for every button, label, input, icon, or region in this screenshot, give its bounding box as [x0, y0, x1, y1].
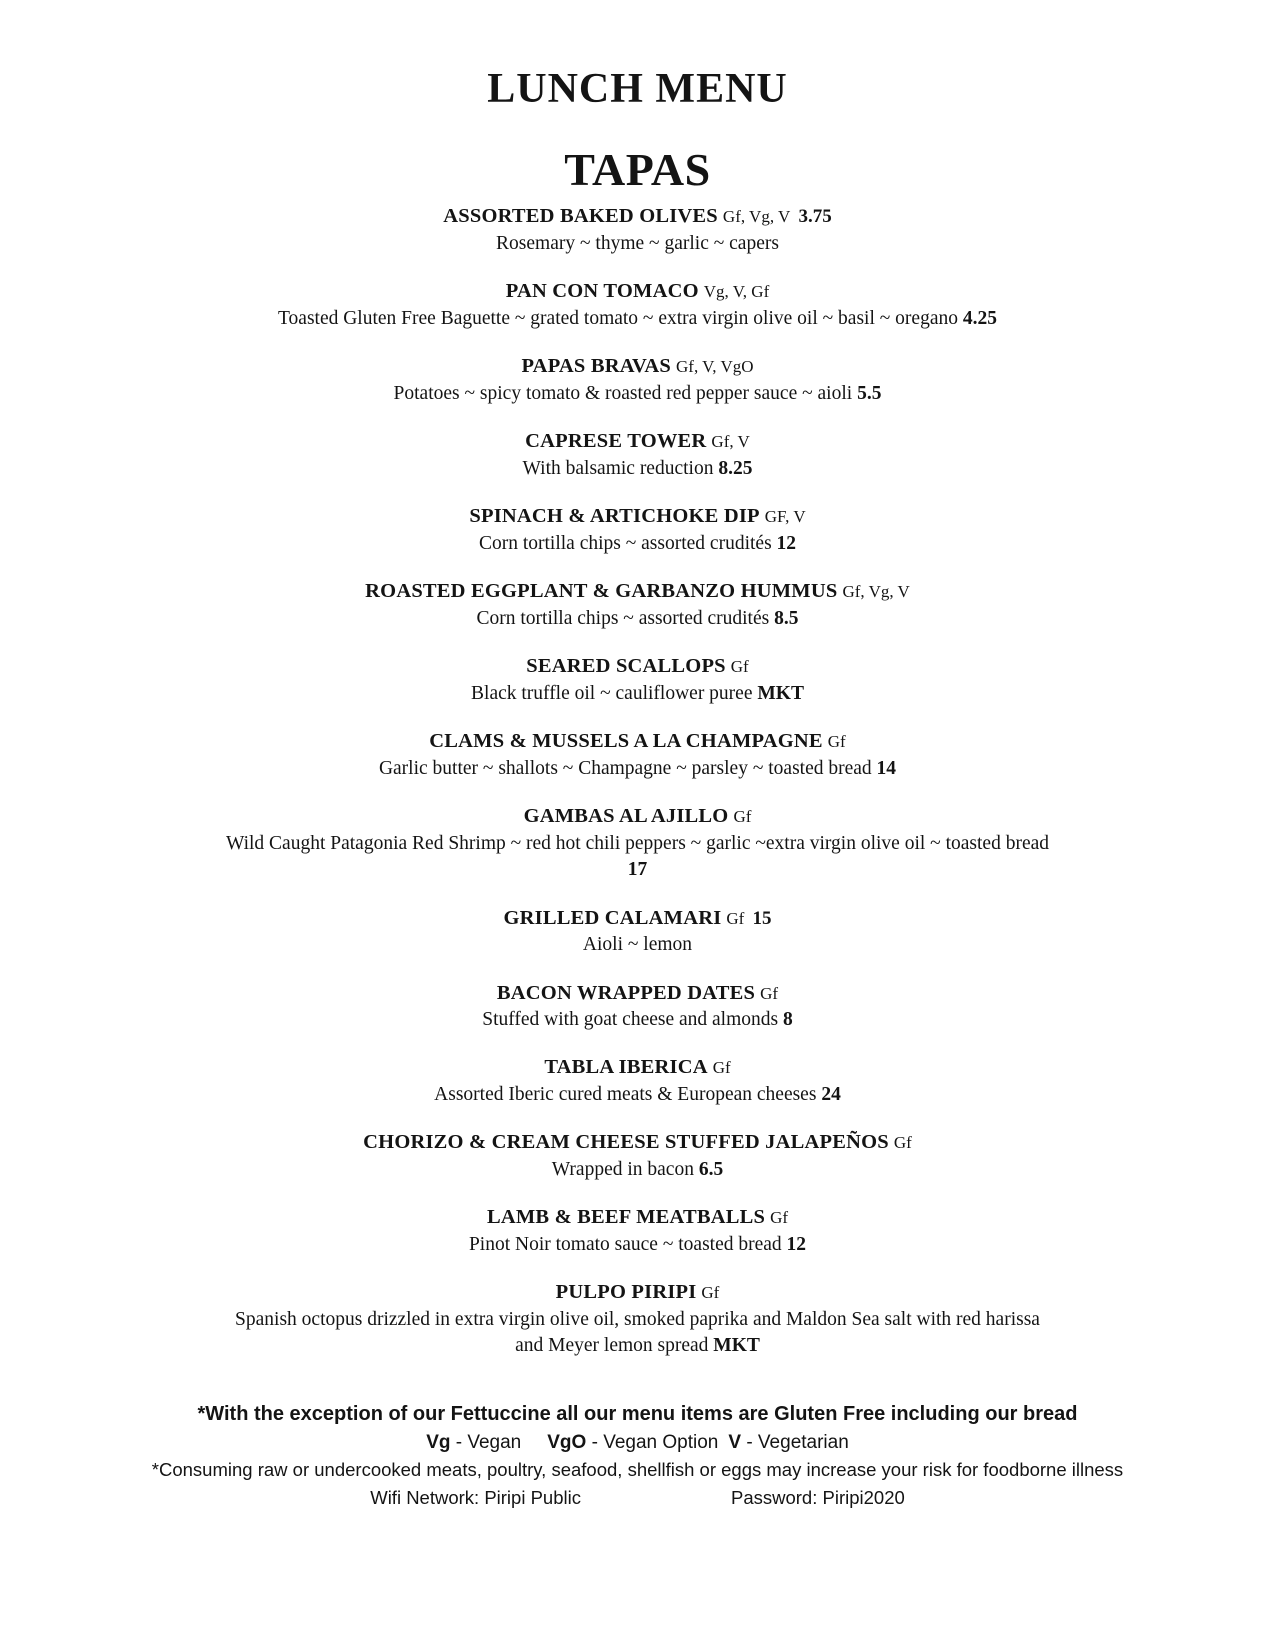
item-description-text: Rosemary ~ thyme ~ garlic ~ capers	[496, 233, 779, 255]
item-dietary-tags: Gf	[712, 1058, 731, 1078]
item-description	[70, 1082, 1205, 1107]
menu-item-gambas-al-ajillo	[70, 804, 1205, 882]
item-dietary-tags: Gf	[730, 657, 749, 677]
item-description	[70, 456, 1205, 481]
item-name: PAPAS BRAVAS	[521, 355, 672, 378]
item-title	[70, 654, 1205, 680]
item-description-text: Pinot Noir tomato sauce ~ toasted bread	[468, 1234, 782, 1256]
item-dietary-tags: Gf	[893, 1133, 912, 1153]
menu-item-pulpo-piripi	[70, 1280, 1205, 1358]
dietary-legend	[70, 1432, 1205, 1454]
legend-key-vg: Vg	[426, 1431, 451, 1453]
item-title	[70, 1055, 1205, 1081]
legend-label-vegetarian: - Vegetarian	[746, 1431, 849, 1453]
item-title	[70, 279, 1205, 305]
item-price: 17	[627, 859, 648, 881]
item-price: 12	[776, 532, 797, 554]
item-description-text: and Meyer lemon spread	[515, 1335, 709, 1357]
item-description-text: Wild Caught Patagonia Red Shrimp ~ red hot chili peppers ~ garlic ~extra virgin olive oil ~ toasted bread	[225, 832, 1050, 854]
item-price: 8	[783, 1009, 793, 1031]
item-name: BACON WRAPPED DATES	[496, 981, 756, 1004]
item-dietary-tags: Gf	[770, 1208, 789, 1228]
item-description-text: Assorted Iberic cured meats & European cheeses	[434, 1084, 817, 1106]
menu-item-papas-bravas	[70, 354, 1205, 406]
menu-item-grilled-calamari	[70, 906, 1205, 958]
item-description-text: With balsamic reduction	[522, 458, 714, 480]
menu-item-caprese-tower	[70, 429, 1205, 481]
item-name: SPINACH & ARTICHOKE DIP	[469, 505, 760, 528]
item-price: 5.5	[857, 383, 882, 405]
item-price: MKT	[757, 682, 804, 704]
item-dietary-tags: Gf	[733, 807, 752, 827]
item-description	[70, 531, 1205, 556]
item-description	[70, 1232, 1205, 1257]
item-dietary-tags: GF, V	[764, 507, 806, 527]
item-description	[70, 231, 1205, 256]
item-description-line2	[70, 1333, 1205, 1358]
legend-key-vgo: VgO	[547, 1431, 587, 1453]
item-description-text: Spanish octopus drizzled in extra virgin olive oil, smoked paprika and Maldon Sea salt with red harissa	[235, 1309, 1040, 1331]
gluten-free-note: *With the exception of our Fettuccine all our menu items are Gluten Free including our bread	[197, 1402, 1078, 1425]
item-price: 8.5	[774, 607, 799, 629]
item-title	[70, 504, 1205, 530]
item-description-text: Corn tortilla chips ~ assorted crudités	[478, 532, 772, 554]
item-description	[70, 306, 1205, 331]
item-name: CAPRESE TOWER	[525, 430, 707, 453]
item-description-text: Aioli ~ lemon	[582, 934, 693, 956]
menu-item-spinach-artichoke-dip	[70, 504, 1205, 556]
item-name: ROASTED EGGPLANT & GARBANZO HUMMUS	[365, 580, 838, 603]
item-description	[70, 831, 1205, 856]
item-dietary-tags: Gf	[701, 1283, 720, 1303]
item-dietary-tags: Gf	[760, 983, 779, 1003]
menu-item-assorted-baked-olives	[70, 204, 1205, 256]
item-price: MKT	[713, 1335, 760, 1357]
item-name: TABLA IBERICA	[544, 1056, 708, 1079]
item-title	[70, 729, 1205, 755]
item-name: LAMB & BEEF MEATBALLS	[486, 1206, 766, 1229]
menu-item-tabla-iberica	[70, 1055, 1205, 1107]
item-name: CLAMS & MUSSELS A LA CHAMPAGNE	[429, 730, 823, 753]
item-description-text: Stuffed with goat cheese and almonds	[482, 1009, 779, 1031]
item-description-text: Potatoes ~ spicy tomato & roasted red pepper sauce ~ aioli	[393, 383, 853, 405]
item-price: 8.25	[718, 458, 753, 480]
item-dietary-tags: Gf, V	[711, 432, 750, 452]
wifi-network: Wifi Network: Piripi Public	[370, 1486, 581, 1508]
item-dietary-tags: Vg, V, Gf	[703, 282, 770, 302]
item-name: ASSORTED BAKED OLIVES	[443, 205, 718, 228]
menu-item-list	[70, 204, 1205, 1358]
item-title	[70, 579, 1205, 605]
item-description	[70, 606, 1205, 631]
item-description	[70, 381, 1205, 406]
section-title-tapas: TAPAS	[564, 144, 711, 196]
wifi-info-row	[70, 1487, 1205, 1509]
item-name: CHORIZO & CREAM CHEESE STUFFED JALAPEÑOS	[363, 1131, 889, 1154]
menu-item-pan-con-tomaco	[70, 279, 1205, 331]
item-title	[70, 354, 1205, 380]
menu-item-roasted-eggplant-garbanzo-hummus	[70, 579, 1205, 631]
item-title	[70, 906, 1205, 932]
item-dietary-tags: Gf, Vg, V	[722, 207, 791, 227]
item-title	[70, 804, 1205, 830]
item-price: 3.75	[798, 206, 832, 228]
item-price: 24	[821, 1084, 841, 1106]
item-description-text: Wrapped in bacon	[551, 1159, 694, 1181]
menu-item-seared-scallops	[70, 654, 1205, 706]
menu-item-bacon-wrapped-dates	[70, 981, 1205, 1033]
item-dietary-tags: Gf	[827, 732, 846, 752]
item-dietary-tags: Gf, V, VgO	[676, 357, 754, 377]
menu-item-chorizo-stuffed-jalapenos	[70, 1130, 1205, 1182]
item-price-line	[70, 857, 1205, 882]
item-title	[70, 1280, 1205, 1306]
item-price: 4.25	[962, 308, 997, 330]
item-price: 15	[752, 907, 772, 929]
item-dietary-tags: Gf, Vg, V	[842, 582, 910, 602]
menu-item-lamb-beef-meatballs	[70, 1205, 1205, 1257]
item-title	[70, 1130, 1205, 1156]
item-description	[70, 1007, 1205, 1032]
item-dietary-tags: Gf	[726, 908, 745, 928]
item-price: 6.5	[698, 1159, 724, 1181]
item-price: 14	[876, 757, 897, 779]
consumer-advisory-note: *Consuming raw or undercooked meats, poultry, seafood, shellfish or eggs may increase your risk for foodborne illness	[151, 1458, 1124, 1480]
item-description	[70, 681, 1205, 706]
legend-label-vegan-option: - Vegan Option	[591, 1431, 719, 1453]
page-title: LUNCH MENU	[487, 66, 788, 112]
item-name: PAN CON TOMACO	[505, 280, 699, 303]
item-name: SEARED SCALLOPS	[526, 655, 726, 678]
item-description-text: Toasted Gluten Free Baguette ~ grated tomato ~ extra virgin olive oil ~ basil ~ oregano	[277, 308, 958, 330]
item-description	[70, 756, 1205, 781]
item-title	[70, 429, 1205, 455]
item-title	[70, 1205, 1205, 1231]
item-description	[70, 1307, 1205, 1332]
item-description	[70, 1157, 1205, 1182]
item-title	[70, 204, 1205, 230]
item-name: GRILLED CALAMARI	[503, 906, 722, 929]
wifi-password: Password: Piripi2020	[730, 1486, 905, 1508]
item-title	[70, 981, 1205, 1007]
footer-notes	[70, 1403, 1205, 1509]
item-description-text: Black truffle oil ~ cauliflower puree	[471, 682, 753, 704]
legend-label-vegan: - Vegan	[455, 1431, 522, 1453]
item-description-text: Garlic butter ~ shallots ~ Champagne ~ parsley ~ toasted bread	[378, 757, 872, 779]
item-description-text: Corn tortilla chips ~ assorted crudités	[476, 607, 770, 629]
item-description	[70, 932, 1205, 957]
item-name: GAMBAS AL AJILLO	[523, 805, 729, 828]
item-price: 12	[786, 1234, 807, 1256]
item-name: PULPO PIRIPI	[555, 1281, 697, 1304]
menu-item-clams-mussels-champagne	[70, 729, 1205, 781]
legend-key-v: V	[728, 1431, 742, 1453]
